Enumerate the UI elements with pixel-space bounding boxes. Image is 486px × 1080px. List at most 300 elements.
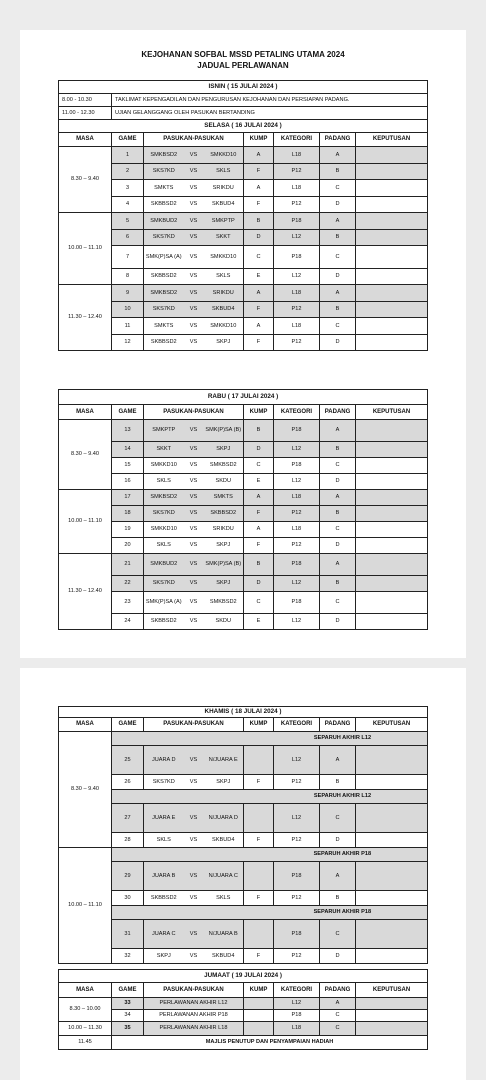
vs-cell: VS [184,301,204,318]
result-cell [356,746,428,775]
kategori-cell: P12 [274,775,320,790]
game-cell: 12 [112,334,144,351]
game-cell: 31 [112,920,144,949]
note-text: TAKLIMAT KEPENGADILAN DAN PENGURUSAN KEJOHANAN DAN PERSIAPAN PADANG. [112,94,428,107]
padang-cell: A [320,147,356,164]
closing-row [59,1036,428,1050]
kategori-cell: P18 [274,1010,320,1022]
kump-cell [244,920,274,949]
table-row [59,442,428,458]
padang-cell: C [320,522,356,538]
game-cell: 15 [112,458,144,474]
team-a-cell: SKBBSD2 [144,614,184,630]
vs-cell: VS [184,268,204,285]
kategori-cell: P18 [274,862,320,891]
team-a-cell: SKBBSD2 [144,891,184,906]
game-cell: 7 [112,246,144,269]
team-b-cell: SMKKD10 [204,147,244,164]
time-cell: 10.00 – 11.10 [59,848,112,964]
kategori-cell: L12 [274,614,320,630]
padang-cell: D [320,196,356,213]
vs-cell: VS [184,554,204,576]
vs-cell: VS [184,614,204,630]
kump-cell [244,746,274,775]
header-padang: PADANG [320,983,356,998]
game-cell: 35 [112,1022,144,1036]
vs-cell: VS [184,163,204,180]
result-cell [356,833,428,848]
vs-cell: VS [184,246,204,269]
result-cell [356,614,428,630]
result-cell [356,891,428,906]
vs-cell: VS [184,285,204,302]
table-row [59,920,428,949]
team-a-cell: SMKKD10 [144,458,184,474]
padang-cell: A [320,998,356,1010]
result-cell [356,538,428,554]
section-row [59,732,428,746]
kategori-cell: L12 [274,442,320,458]
kategori-cell: P12 [274,196,320,213]
header-pasukan: PASUKAN-PASUKAN [144,983,244,998]
kump-cell: F [244,196,274,213]
table-row [59,522,428,538]
document-title [20,49,466,71]
padang-cell: C [320,318,356,335]
kategori-cell: L18 [274,285,320,302]
padang-cell: D [320,614,356,630]
vs-cell: VS [184,576,204,592]
header-padang: PADANG [320,133,356,147]
team-b-cell: SKLS [204,891,244,906]
game-cell: 10 [112,301,144,318]
padang-cell: A [320,746,356,775]
title-text: KEJOHANAN SOFBAL MSSD PETALING UTAMA 2024 [141,50,345,59]
team-b-cell: SKKT [204,229,244,246]
table-row [59,614,428,630]
team-b-cell: SKBBSD2 [204,506,244,522]
kategori-cell: L12 [274,746,320,775]
result-cell [356,334,428,351]
game-cell: 29 [112,862,144,891]
team-b-cell: SKBUD4 [204,301,244,318]
result-cell [356,318,428,335]
schedule-page-2 [20,668,466,1080]
result-cell [356,180,428,197]
team-b-cell: SKBUD4 [204,196,244,213]
game-cell: 23 [112,592,144,614]
result-cell [356,506,428,522]
team-b-cell: N/JUARA C [204,862,244,891]
vs-cell: VS [184,592,204,614]
kump-cell: B [244,554,274,576]
padang-cell: A [320,285,356,302]
kump-cell: F [244,949,274,964]
game-cell: 8 [112,268,144,285]
header-padang: PADANG [320,718,356,732]
game-cell: 13 [112,420,144,442]
kump-cell: D [244,576,274,592]
header-padang: PADANG [320,405,356,420]
time-cell: 8.30 – 9.40 [59,147,112,213]
game-cell: 9 [112,285,144,302]
padang-cell: B [320,229,356,246]
padang-cell: A [320,213,356,230]
vs-cell: VS [184,213,204,230]
table-row [59,334,428,351]
result-cell [356,301,428,318]
kump-cell: A [244,147,274,164]
padang-cell: D [320,268,356,285]
team-b-cell: SKPJ [204,334,244,351]
table-row [59,833,428,848]
vs-cell: VS [184,474,204,490]
result-cell [356,474,428,490]
header-keputusan: KEPUTUSAN [356,133,428,147]
team-b-cell: SMKPTP [204,213,244,230]
result-cell [356,268,428,285]
padang-cell: D [320,949,356,964]
team-a-cell: SMKBUD2 [144,554,184,576]
result-cell [356,442,428,458]
team-b-cell: SMKBSD2 [204,458,244,474]
vs-cell: VS [184,442,204,458]
kump-cell: A [244,285,274,302]
team-b-cell: SKLS [204,163,244,180]
result-cell [356,147,428,164]
kategori-cell: P18 [274,554,320,576]
header-kategori: KATEGORI [274,718,320,732]
header-masa: MASA [59,718,112,732]
team-a-cell: SMKPTP [144,420,184,442]
kategori-cell: L18 [274,147,320,164]
header-game: GAME [112,983,144,998]
padang-cell: C [320,1022,356,1036]
game-cell: 33 [112,998,144,1010]
team-a-cell: SMKBSD2 [144,490,184,506]
kategori-cell: P12 [274,891,320,906]
section-title: SEPARUH AKHIR L12 [112,732,428,746]
table-row [59,420,428,442]
team-a-cell: SKLS [144,833,184,848]
team-a-cell: SKS7KD [144,506,184,522]
game-cell: 6 [112,229,144,246]
padang-cell: B [320,506,356,522]
header-keputusan: KEPUTUSAN [356,405,428,420]
result-cell [356,1010,428,1022]
team-b-cell: SKBUD4 [204,833,244,848]
result-cell [356,775,428,790]
kump-cell: B [244,420,274,442]
kump-cell [244,804,274,833]
padang-cell: D [320,474,356,490]
kump-cell: F [244,301,274,318]
kategori-cell: P18 [274,246,320,269]
team-b-cell: SMKBSD2 [204,592,244,614]
kump-cell: F [244,506,274,522]
padang-cell: A [320,862,356,891]
table-row [59,775,428,790]
game-cell: 3 [112,180,144,197]
team-a-cell: SMKBSD2 [144,285,184,302]
header-kump: KUMP [244,718,274,732]
table-row [59,285,428,302]
team-b-cell: SKPJ [204,576,244,592]
day-isnin: ISNIN ( 15 JULAI 2024 ) [59,81,428,94]
kategori-cell: L12 [274,474,320,490]
table-row [59,1022,428,1036]
table-row [59,196,428,213]
team-a-cell: SKLS [144,538,184,554]
table-row [59,804,428,833]
result-cell [356,862,428,891]
table-row [59,862,428,891]
vs-cell: VS [184,334,204,351]
team-b-cell: SMKTS [204,490,244,506]
table-row [59,1010,428,1022]
game-cell: 34 [112,1010,144,1022]
team-a-cell: SKS7KD [144,301,184,318]
team-b-cell: SMK(P)SA (B) [204,420,244,442]
time-cell: 8.30 – 10.00 [59,998,112,1022]
padang-cell: A [320,554,356,576]
time-cell: 11.30 – 12.40 [59,554,112,630]
table-row [59,998,428,1010]
kategori-cell: L18 [274,522,320,538]
team-a-cell: SKBBSD2 [144,334,184,351]
team-a-cell: SKS7KD [144,775,184,790]
padang-cell: B [320,891,356,906]
header-row [59,133,428,147]
kategori-cell: L18 [274,1022,320,1036]
table-row [59,746,428,775]
kump-cell: A [244,522,274,538]
table-row [59,458,428,474]
result-cell [356,213,428,230]
padang-cell: B [320,301,356,318]
kump-cell: C [244,458,274,474]
team-a-cell: SKBBSD2 [144,268,184,285]
table-row [59,474,428,490]
game-cell: 32 [112,949,144,964]
vs-cell: VS [184,775,204,790]
kump-cell: D [244,229,274,246]
kategori-cell: P18 [274,213,320,230]
game-cell: 17 [112,490,144,506]
header-pasukan: PASUKAN-PASUKAN [144,405,244,420]
team-b-cell: SRIKDU [204,180,244,197]
section-title: SEPARUH AKHIR P18 [112,848,428,862]
match-cell: PERLAWANAN AKHIR L18 [144,1022,244,1036]
table-row [59,891,428,906]
kump-cell: D [244,442,274,458]
header-kump: KUMP [244,983,274,998]
kategori-cell: L18 [274,318,320,335]
table-row [59,213,428,230]
section-title: SEPARUH AKHIR L12 [112,790,428,804]
vs-cell: VS [184,538,204,554]
time-cell: 8.30 – 9.40 [59,732,112,848]
table-row [59,268,428,285]
note-time: 8.00 - 10.30 [59,94,112,107]
game-cell: 18 [112,506,144,522]
padang-cell: C [320,246,356,269]
table-row [59,949,428,964]
kategori-cell: P12 [274,833,320,848]
header-row [59,405,428,420]
time-cell: 8.30 – 9.40 [59,420,112,490]
section-row [59,790,428,804]
team-a-cell: SKS7KD [144,229,184,246]
game-cell: 27 [112,804,144,833]
team-a-cell: SKKT [144,442,184,458]
padang-cell: B [320,576,356,592]
game-cell: 22 [112,576,144,592]
kump-cell: C [244,592,274,614]
result-cell [356,592,428,614]
vs-cell: VS [184,506,204,522]
kump-cell: F [244,775,274,790]
padang-cell: C [320,458,356,474]
header-keputusan: KEPUTUSAN [356,983,428,998]
vs-cell: VS [184,920,204,949]
team-b-cell: N/JUARA E [204,746,244,775]
header-kump: KUMP [244,133,274,147]
header-row [59,718,428,732]
vs-cell: VS [184,147,204,164]
section-row [59,906,428,920]
vs-cell: VS [184,862,204,891]
padang-cell: C [320,592,356,614]
day-jumaat: JUMAAT ( 19 JULAI 2024 ) [59,970,428,983]
table-rabu [58,389,428,630]
vs-cell: VS [184,522,204,538]
kategori-cell: P18 [274,458,320,474]
kump-cell: F [244,538,274,554]
game-cell: 26 [112,775,144,790]
header-kump: KUMP [244,405,274,420]
team-b-cell: N/JUARA B [204,920,244,949]
game-cell: 24 [112,614,144,630]
game-cell: 11 [112,318,144,335]
team-b-cell: SKLS [204,268,244,285]
subtitle-text: JADUAL PERLAWANAN [197,61,289,70]
table-row [59,246,428,269]
header-kategori: KATEGORI [274,133,320,147]
kump-cell: F [244,891,274,906]
team-a-cell: SKLS [144,474,184,490]
table-row [59,163,428,180]
result-cell [356,420,428,442]
vs-cell: VS [184,318,204,335]
result-cell [356,196,428,213]
table-row [59,538,428,554]
team-b-cell: SKDU [204,474,244,490]
game-cell: 16 [112,474,144,490]
vs-cell: VS [184,229,204,246]
kump-cell [244,862,274,891]
vs-cell: VS [184,833,204,848]
padang-cell: C [320,180,356,197]
vs-cell: VS [184,420,204,442]
game-cell: 28 [112,833,144,848]
kategori-cell: P12 [274,334,320,351]
header-keputusan: KEPUTUSAN [356,718,428,732]
padang-cell: B [320,775,356,790]
header-pasukan: PASUKAN-PASUKAN [144,718,244,732]
schedule-page-1 [20,30,466,658]
team-a-cell: SMKKD10 [144,522,184,538]
padang-cell: C [320,804,356,833]
game-cell: 4 [112,196,144,213]
kump-cell: E [244,614,274,630]
team-b-cell: SKPJ [204,442,244,458]
team-b-cell: N/JUARA D [204,804,244,833]
team-a-cell: SMK(P)SA (A) [144,592,184,614]
time-cell: 11.45 [59,1036,112,1050]
team-a-cell: SKBBSD2 [144,196,184,213]
game-cell: 2 [112,163,144,180]
kategori-cell: L12 [274,998,320,1010]
header-masa: MASA [59,405,112,420]
table-khamis [58,706,428,964]
team-b-cell: SKPJ [204,775,244,790]
team-a-cell: JUARA C [144,920,184,949]
time-cell: 10.00 – 11.30 [59,1022,112,1036]
padang-cell: A [320,490,356,506]
vs-cell: VS [184,804,204,833]
padang-cell: C [320,920,356,949]
kategori-cell: P12 [274,538,320,554]
kategori-cell: P12 [274,163,320,180]
kump-cell: C [244,246,274,269]
vs-cell: VS [184,490,204,506]
header-pasukan: PASUKAN-PASUKAN [144,133,244,147]
kump-cell [244,998,274,1010]
header-kategori: KATEGORI [274,405,320,420]
header-kategori: KATEGORI [274,983,320,998]
table-row [59,576,428,592]
kategori-cell: L18 [274,490,320,506]
kategori-cell: P18 [274,920,320,949]
kump-cell: E [244,268,274,285]
vs-cell: VS [184,746,204,775]
team-b-cell: SKBUD4 [204,949,244,964]
kategori-cell: P18 [274,420,320,442]
day-selasa: SELASA ( 16 JULAI 2024 ) [59,120,428,133]
kump-cell: A [244,180,274,197]
team-a-cell: SKS7KD [144,163,184,180]
kategori-cell: L12 [274,268,320,285]
game-cell: 1 [112,147,144,164]
game-cell: 19 [112,522,144,538]
result-cell [356,1022,428,1036]
padang-cell: D [320,538,356,554]
kategori-cell: P12 [274,949,320,964]
game-cell: 14 [112,442,144,458]
padang-cell: D [320,334,356,351]
kategori-cell: L12 [274,229,320,246]
game-cell: 25 [112,746,144,775]
table-row [59,301,428,318]
team-a-cell: JUARA E [144,804,184,833]
team-a-cell: SMKBSD2 [144,147,184,164]
result-cell [356,246,428,269]
table-isnin-selasa [58,80,428,351]
kump-cell: A [244,318,274,335]
team-b-cell: SMKKD10 [204,246,244,269]
team-a-cell: SMKTS [144,318,184,335]
